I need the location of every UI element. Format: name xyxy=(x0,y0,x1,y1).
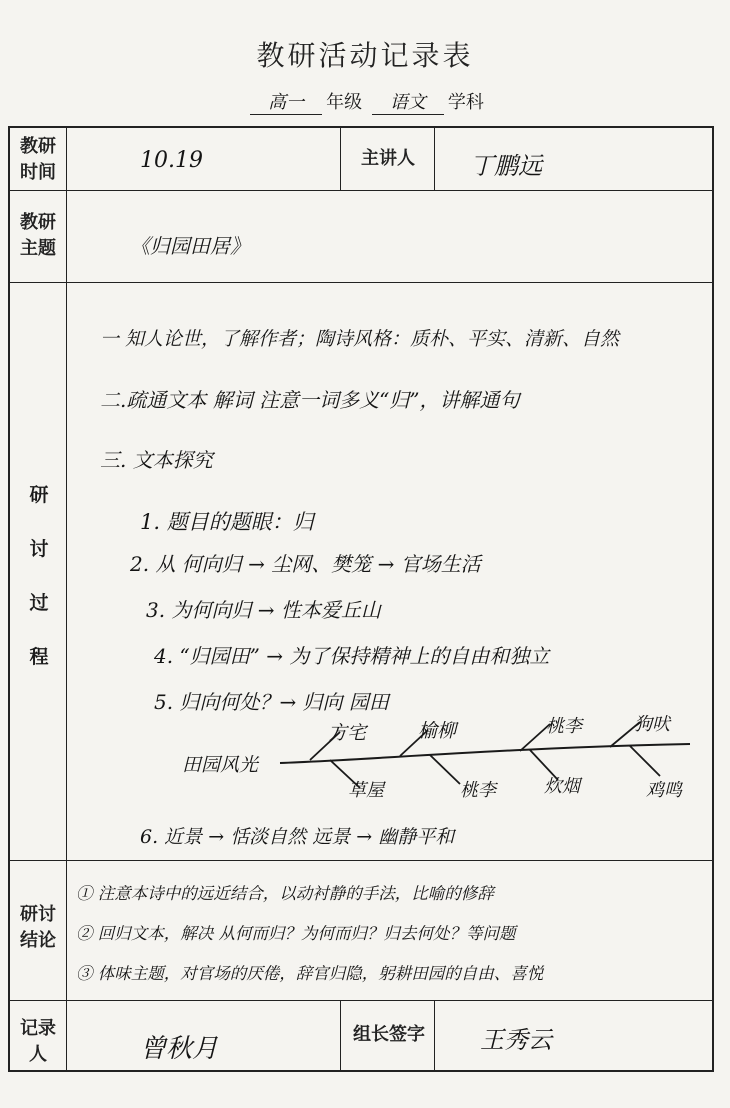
column-divider xyxy=(434,1000,435,1072)
fishbone-spine xyxy=(280,744,690,763)
process-line: 2. 从 何向归 → 尘网、樊笼 → 官场生活 xyxy=(130,552,481,576)
column-divider xyxy=(434,128,435,190)
process-line: 三. 文本探究 xyxy=(100,448,213,472)
column-divider xyxy=(340,1000,341,1072)
grade-subject-line xyxy=(0,88,730,115)
subject-value: 语文 xyxy=(372,88,444,115)
diagram-bottom-branch: 鸡鸣 xyxy=(646,780,682,801)
leader-label: 组长签字 xyxy=(353,1024,425,1045)
process-line: 3. 为何向归 → 性本爱丘山 xyxy=(146,598,381,622)
subject-label: 学科 xyxy=(447,92,484,113)
diagram-bottom-branch: 桃李 xyxy=(460,780,496,801)
recorder-label: 记录人 xyxy=(20,1018,56,1065)
process-line: 4. “归园田” → 为了保持精神上的自由和独立 xyxy=(154,644,550,668)
fishbone-branch xyxy=(630,746,660,776)
process-line: 二.疏通文本 解词 注意一词多义“归”，讲解通句 xyxy=(100,388,520,412)
conclusion-line: ① 注意本诗中的远近结合，以动衬静的手法，比喻的修辞 xyxy=(76,884,494,903)
topic-value: 《归园田居》 xyxy=(130,234,250,258)
diagram-top-branch: 方宅 xyxy=(328,722,367,744)
time-label: 教研时间 xyxy=(20,136,56,183)
process-line: 一 知人论世，了解作者；陶诗风格：质朴、平实、清新、自然 xyxy=(100,328,620,350)
process-line-6: 6. 近景 → 恬淡自然 远景 → 幽静平和 xyxy=(140,826,455,848)
diagram-top-branch: 桃李 xyxy=(546,716,582,737)
diagram-bottom-branch: 炊烟 xyxy=(544,776,580,797)
process-label-char: 研 xyxy=(29,484,49,506)
grade-value: 高一 xyxy=(250,88,322,115)
conclusion-line: ② 回归文本，解决 从何而归？为何而归？归去何处？等问题 xyxy=(76,924,516,943)
process-line: 5. 归向何处？→ 归向 园田 xyxy=(154,690,389,714)
speaker-value: 丁鹏远 xyxy=(470,152,542,180)
diagram-top-branch: 狗吠 xyxy=(634,714,670,735)
process-label-char: 讨 xyxy=(29,538,49,560)
process-label-char: 程 xyxy=(29,646,49,668)
recorder-value: 曾秋月 xyxy=(140,1034,219,1064)
row-divider xyxy=(10,860,712,861)
row-divider xyxy=(10,1000,712,1001)
diagram-root: 田园风光 xyxy=(182,754,259,776)
fishbone-branch xyxy=(430,755,460,784)
diagram-top-branch: 榆柳 xyxy=(418,720,457,742)
column-divider xyxy=(66,128,67,1072)
conclusion-label: 研讨结论 xyxy=(20,904,56,951)
conclusion-line: ③ 体味主题，对官场的厌倦，辞官归隐，躬耕田园的自由、喜悦 xyxy=(76,964,544,983)
row-divider xyxy=(10,190,712,191)
process-line: 1. 题目的题眼：归 xyxy=(140,510,314,534)
record-table xyxy=(8,126,714,1072)
row-divider xyxy=(10,282,712,283)
page-title: 教研活动记录表 xyxy=(256,39,474,72)
leader-value: 王秀云 xyxy=(480,1026,552,1054)
column-divider xyxy=(340,128,341,190)
diagram-bottom-branch: 草屋 xyxy=(348,780,384,801)
speaker-label: 主讲人 xyxy=(361,148,415,169)
process-label xyxy=(24,480,54,696)
grade-label: 年级 xyxy=(326,92,363,113)
topic-label: 教研主题 xyxy=(20,212,56,259)
process-label-char: 过 xyxy=(29,592,49,614)
time-value: 10.19 xyxy=(140,148,203,173)
